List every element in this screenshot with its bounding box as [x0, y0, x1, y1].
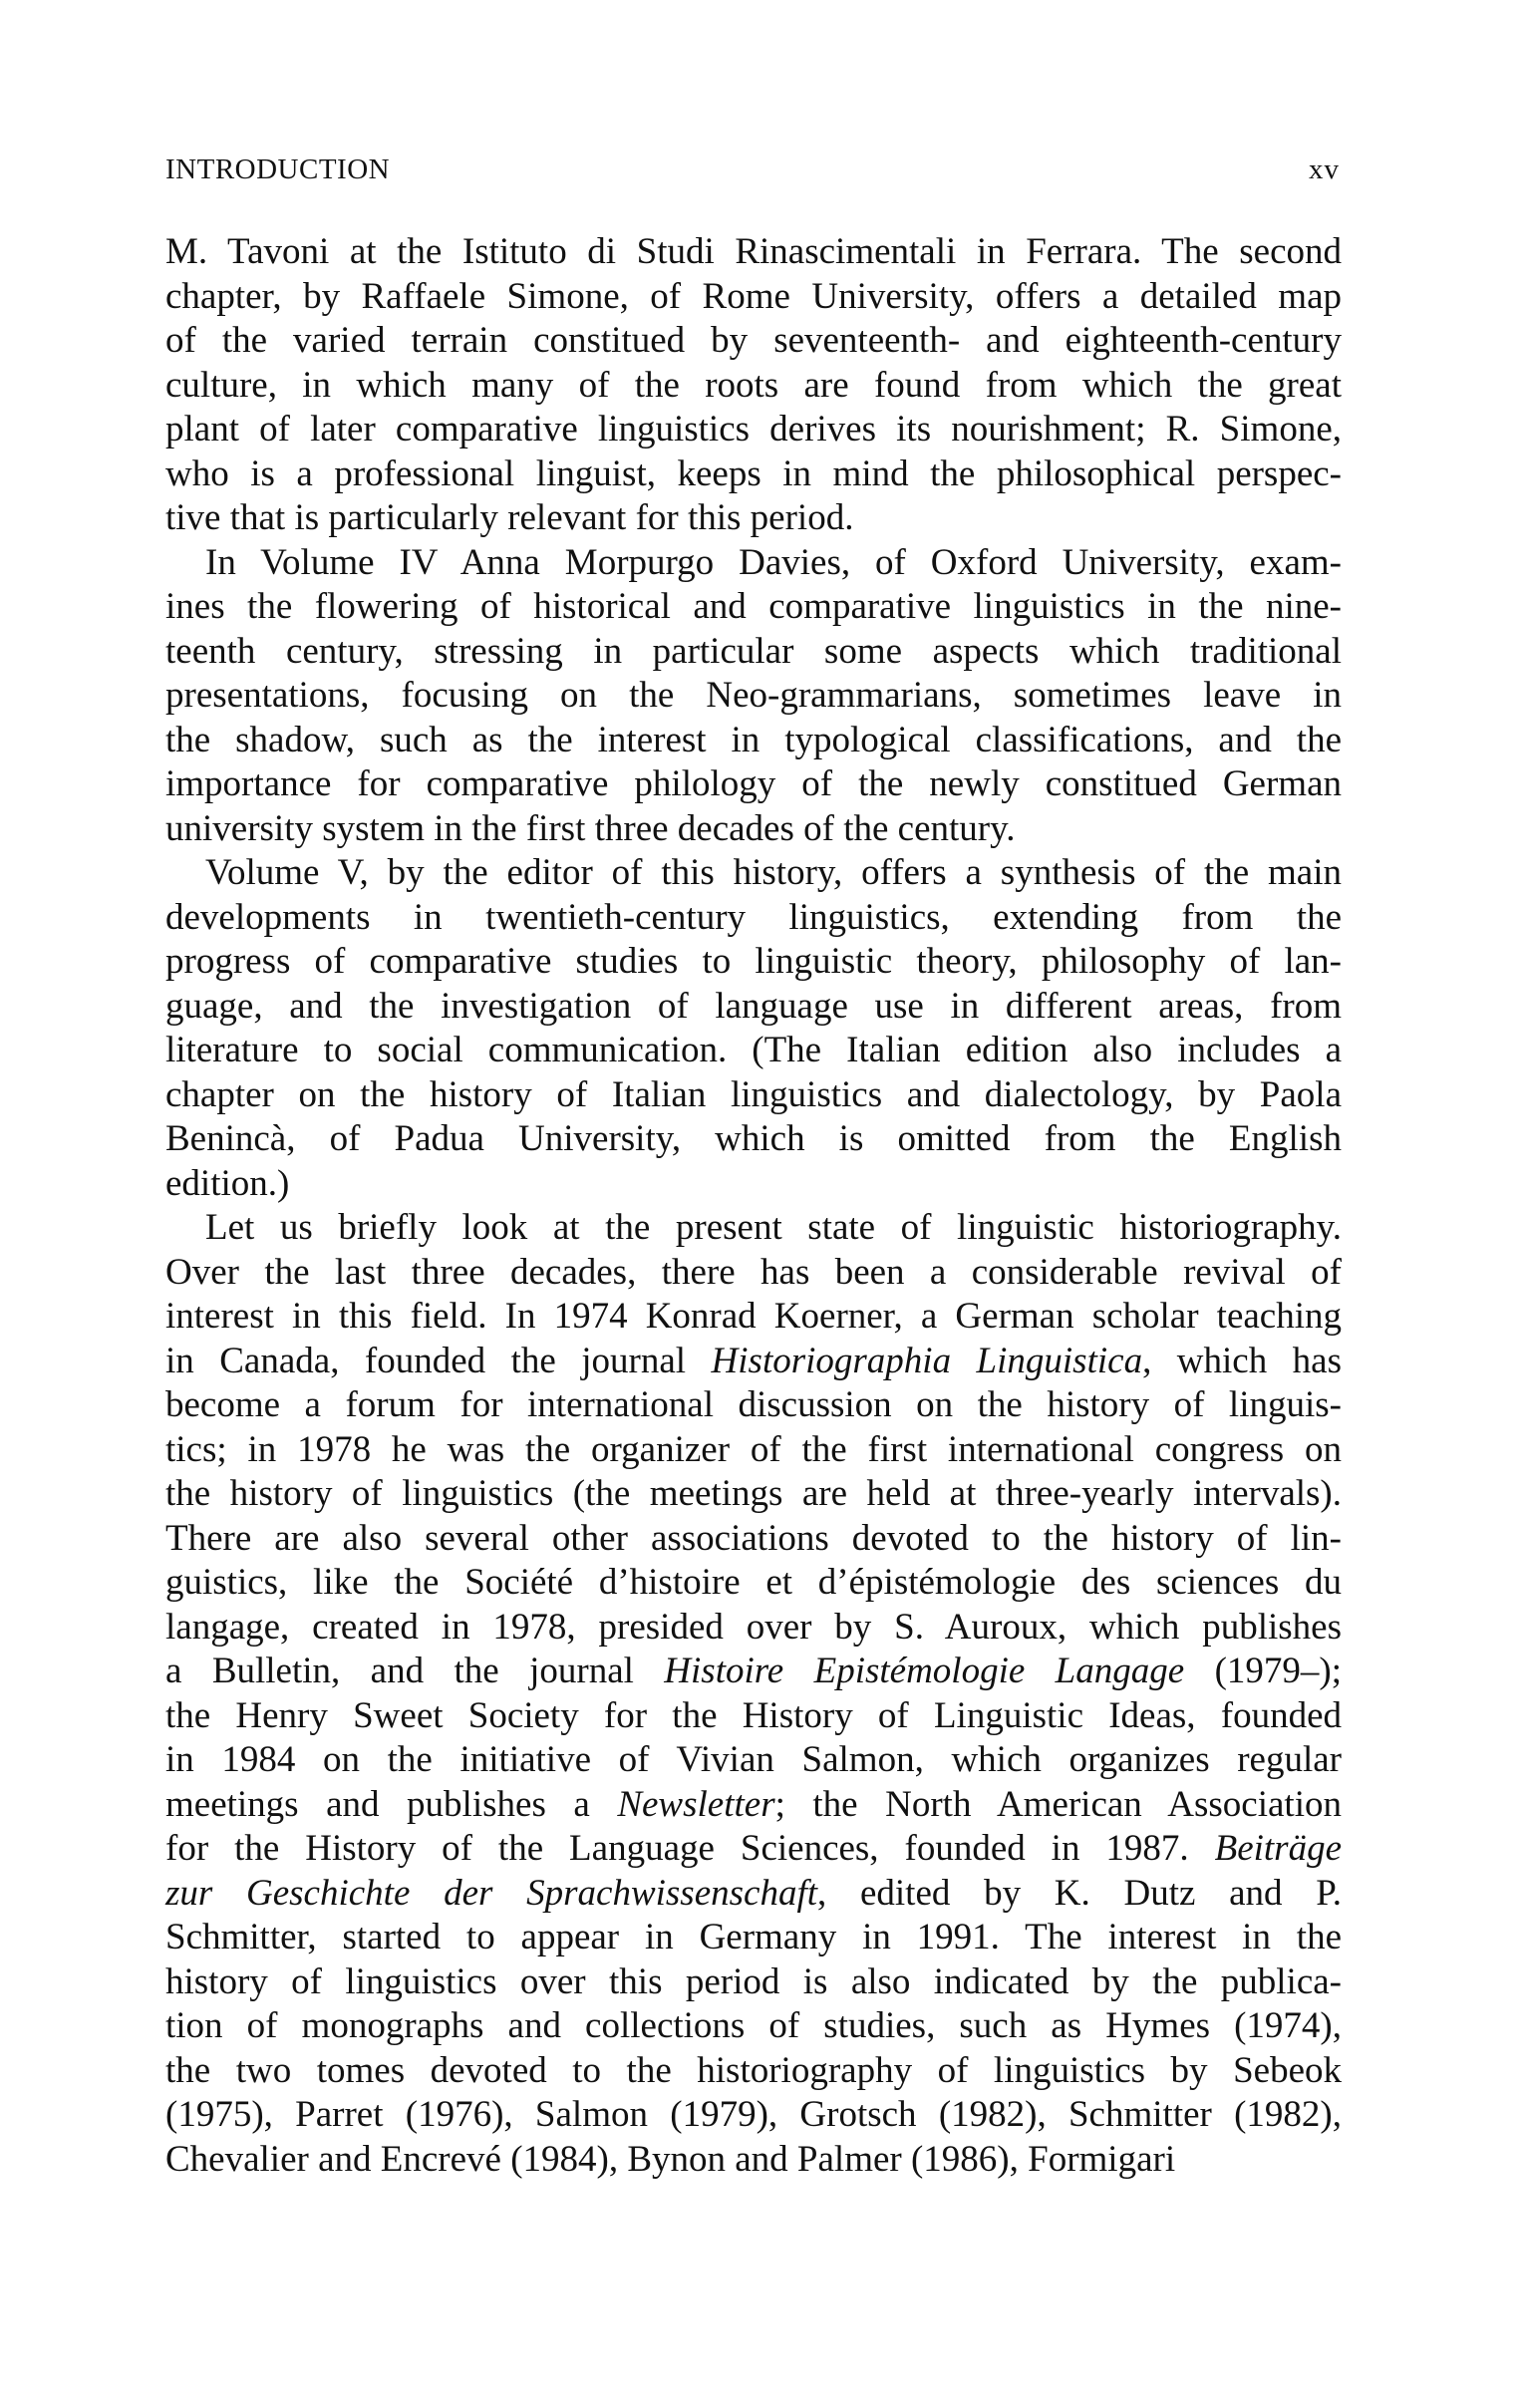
text-line: history of linguistics over this period is also indicated by the publica- — [165, 1960, 1342, 2002]
text-line: edition.) — [165, 1162, 290, 1204]
text-line: developments in twentieth-century linguistics, extending from the — [165, 896, 1342, 938]
text-line: tive that is particularly relevant for this period. — [165, 497, 854, 538]
text-line: university system in the first three decades of the century. — [165, 807, 1016, 849]
italic-title: Beiträge — [1214, 1828, 1342, 1869]
text-line: Let us briefly look at the present state of linguistic historiography. — [205, 1207, 1342, 1248]
text-line: meetings and publishes a Newsletter; the North American Association — [165, 1783, 1342, 1825]
italic-title: Historiographia Linguistica — [711, 1340, 1143, 1381]
text-line: Volume V, by the editor of this history, offers a synthesis of the main — [205, 852, 1342, 893]
text-line: Over the last three decades, there has been a considerable revival of — [165, 1251, 1342, 1293]
body-text — [165, 230, 1342, 2182]
text-line: interest in this field. In 1974 Konrad Koerner, a German scholar teaching — [165, 1296, 1342, 1337]
text-line: importance for comparative philology of the newly constitued German — [165, 763, 1342, 804]
text-line: chapter on the history of Italian linguistics and dialectology, by Paola — [165, 1073, 1342, 1115]
text-line: in 1984 on the initiative of Vivian Salmon, which organizes regular — [165, 1739, 1342, 1780]
text-line: the history of linguistics (the meetings are held at three-yearly intervals). — [165, 1473, 1342, 1514]
text-line: zur Geschichte der Sprachwissenschaft, edited by K. Dutz and P. — [165, 1872, 1342, 1914]
text-line: guistics, like the Société d’histoire et d’épistémologie des sciences du — [165, 1562, 1342, 1603]
page-number: xv — [1309, 153, 1340, 185]
text-line: ines the flowering of historical and comparative linguistics in the nine- — [165, 586, 1342, 627]
text-line: Schmitter, started to appear in Germany in 1991. The interest in the — [165, 1917, 1342, 1957]
text-line: Benincà, of Padua University, which is omitted from the English — [165, 1118, 1342, 1159]
paragraph — [165, 230, 1342, 541]
text-line: in Canada, founded the journal Historiographia Linguistica, which has — [165, 1340, 1342, 1381]
paragraph — [165, 541, 1342, 852]
text-line: become a forum for international discussion on the history of linguis- — [165, 1384, 1342, 1425]
text-line: culture, in which many of the roots are found from which the great — [165, 364, 1342, 406]
text-line: for the History of the Language Sciences, founded in 1987. Beiträge — [165, 1828, 1342, 1869]
text-line: progress of comparative studies to linguistic theory, philosophy of lan- — [165, 941, 1342, 982]
text-line: literature to social communication. (The Italian edition also includes a — [165, 1030, 1342, 1070]
italic-title: Newsletter — [617, 1783, 775, 1825]
text-line: chapter, by Raffaele Simone, of Rome University, offers a detailed map — [165, 275, 1342, 317]
text-line: the shadow, such as the interest in typological classifications, and the — [165, 719, 1342, 760]
text-line: guage, and the investigation of language use in different areas, from — [165, 985, 1342, 1027]
text-line: tion of monographs and collections of studies, such as Hymes (1974), — [165, 2005, 1342, 2046]
text-line: teenth century, stressing in particular some aspects which traditional — [165, 630, 1342, 672]
text-line: the Henry Sweet Society for the History of Linguistic Ideas, founded — [165, 1694, 1342, 1736]
text-line: There are also several other associations devoted to the history of lin- — [165, 1517, 1342, 1559]
italic-title: Histoire Epistémologie Langage — [664, 1651, 1185, 1691]
text-line: of the varied terrain constitued by seventeenth- and eighteenth-century — [165, 320, 1342, 361]
running-head — [163, 150, 1340, 189]
text-line: langage, created in 1978, presided over by S. Auroux, which publishes — [165, 1606, 1342, 1648]
text-line: a Bulletin, and the journal Histoire Epistémologie Langage (1979–); — [165, 1651, 1343, 1691]
paragraph — [165, 1206, 1342, 2182]
text-line: who is a professional linguist, keeps in mind the philosophical perspec- — [165, 452, 1342, 494]
text-line: plant of later comparative linguistics derives its nourishment; R. Simone, — [165, 409, 1342, 450]
text-line: the two tomes devoted to the historiography of linguistics by Sebeok — [165, 2049, 1342, 2091]
text-line: In Volume IV Anna Morpurgo Davies, of Oxford University, exam- — [205, 541, 1342, 583]
text-line: tics; in 1978 he was the organizer of the first international congress on — [165, 1428, 1342, 1470]
running-title: INTRODUCTION — [165, 153, 391, 185]
text-line: Chevalier and Encrevé (1984), Bynon and Palmer (1986), Formigari — [165, 2138, 1176, 2180]
text-line: (1975), Parret (1976), Salmon (1979), Grotsch (1982), Schmitter (1982), — [165, 2094, 1342, 2135]
text-line: M. Tavoni at the Istituto di Studi Rinascimentali in Ferrara. The second — [165, 231, 1342, 272]
text-line: presentations, focusing on the Neo-grammarians, sometimes leave in — [165, 675, 1342, 716]
paragraph — [165, 851, 1342, 1206]
italic-title: zur Geschichte der Sprachwissenschaft — [165, 1872, 818, 1914]
